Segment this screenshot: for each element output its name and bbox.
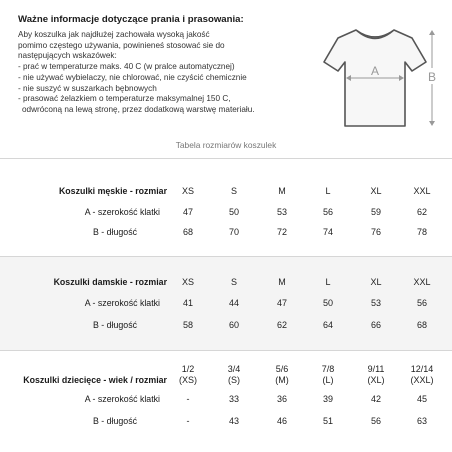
measurement-label: B - długość bbox=[92, 320, 137, 330]
measurement-value: 45 bbox=[416, 394, 427, 404]
measurement-value: 72 bbox=[276, 227, 287, 237]
measurement-value: 58 bbox=[182, 320, 193, 330]
measurement-value: 74 bbox=[322, 227, 333, 237]
care-line: - prasować żelazkiem o temperaturze maksymalnej 150 C, bbox=[18, 94, 231, 104]
size-header: 3/4 (S) bbox=[227, 364, 241, 385]
womens-table-header: Koszulki damskie - rozmiar bbox=[53, 277, 167, 287]
care-line: - nie używać wybielaczy, nie chlorować, nie czyścić chemicznie bbox=[18, 72, 247, 82]
care-text bbox=[18, 30, 318, 116]
size-header: L bbox=[325, 186, 331, 196]
size-header: XS bbox=[181, 277, 194, 287]
measurement-value: - bbox=[186, 394, 190, 404]
size-header: XL bbox=[370, 277, 382, 287]
size-header: L bbox=[325, 277, 331, 287]
measurement-value: 36 bbox=[276, 394, 287, 404]
size-header: M bbox=[278, 277, 286, 287]
measurement-value: 64 bbox=[322, 320, 333, 330]
measurement-value: 56 bbox=[370, 416, 381, 426]
measurement-value: 42 bbox=[370, 394, 381, 404]
measurement-value: 56 bbox=[322, 207, 333, 217]
measurement-value: 43 bbox=[228, 416, 239, 426]
measurement-value: 47 bbox=[182, 207, 193, 217]
measurement-value: 56 bbox=[416, 298, 427, 308]
size-header: M bbox=[278, 186, 286, 196]
kids-table-header: Koszulki dziecięce - wiek / rozmiar bbox=[23, 375, 167, 385]
measurement-value: 51 bbox=[322, 416, 333, 426]
measurement-value: 46 bbox=[276, 416, 287, 426]
measurement-value: 60 bbox=[228, 320, 239, 330]
measurement-value: 50 bbox=[322, 298, 333, 308]
length-arrow-bottom-icon bbox=[429, 121, 435, 126]
measurement-value: 33 bbox=[228, 394, 239, 404]
measurement-value: 47 bbox=[276, 298, 287, 308]
measurement-value: - bbox=[186, 416, 190, 426]
measurement-label: A - szerokość klatki bbox=[84, 207, 160, 217]
measurement-value: 76 bbox=[370, 227, 381, 237]
care-line: pomimo częstego używania, powinieneś stosować sie do bbox=[18, 40, 225, 50]
measurement-label: B - długość bbox=[92, 227, 137, 237]
measurement-value: 70 bbox=[228, 227, 239, 237]
measurement-value: 53 bbox=[370, 298, 381, 308]
size-header: S bbox=[230, 186, 237, 196]
measurement-value: 62 bbox=[276, 320, 287, 330]
care-instructions bbox=[18, 14, 318, 116]
size-header: 5/6 (M) bbox=[275, 364, 289, 385]
size-header: XXL bbox=[413, 186, 431, 196]
size-header: XL bbox=[370, 186, 382, 196]
measurement-value: 41 bbox=[182, 298, 193, 308]
size-header: 1/2 (XS) bbox=[179, 364, 197, 385]
measurement-label: A - szerokość klatki bbox=[84, 298, 160, 308]
care-line: Aby koszulka jak najdłużej zachowała wysoką jakość bbox=[18, 30, 210, 39]
width-label: A bbox=[370, 64, 380, 78]
size-header: 9/11 (XL) bbox=[367, 364, 385, 385]
measurement-value: 39 bbox=[322, 394, 333, 404]
measurement-value: 68 bbox=[416, 320, 427, 330]
size-header: 7/8 (L) bbox=[321, 364, 335, 385]
measurement-value: 66 bbox=[370, 320, 381, 330]
divider bbox=[0, 350, 452, 351]
measurement-value: 62 bbox=[416, 207, 427, 217]
measurement-value: 59 bbox=[370, 207, 381, 217]
size-header: 12/14 (XXL) bbox=[410, 364, 434, 385]
measurement-label: A - szerokość klatki bbox=[84, 394, 160, 404]
care-line: odwróconą na lewą stronę, przez dodatkową warstwę materiału. bbox=[22, 104, 255, 114]
divider bbox=[0, 158, 452, 159]
tshirt-diagram bbox=[318, 22, 442, 140]
mens-table-header: Koszulki męskie - rozmiar bbox=[58, 186, 167, 196]
size-header: XXL bbox=[413, 277, 431, 287]
measurement-value: 78 bbox=[416, 227, 427, 237]
measurement-value: 63 bbox=[416, 416, 427, 426]
measurement-label: B - długość bbox=[92, 416, 137, 426]
care-line: - prać w temperaturze maks. 40 C (w pralce automatycznej) bbox=[18, 62, 235, 72]
care-line: - nie suszyć w suszarkach bębnowych bbox=[18, 83, 157, 93]
measurement-value: 50 bbox=[228, 207, 239, 217]
size-header: XS bbox=[181, 186, 194, 196]
care-line: następujących wskazówek: bbox=[18, 51, 117, 61]
measurement-value: 53 bbox=[276, 207, 287, 217]
length-arrow-top-icon bbox=[429, 30, 435, 35]
care-title: Ważne informacje dotyczące prania i prasowania: bbox=[18, 14, 244, 25]
size-header: S bbox=[230, 277, 237, 287]
table-caption: Tabela rozmiarów koszulek bbox=[175, 140, 277, 150]
measurement-value: 68 bbox=[182, 227, 193, 237]
measurement-value: 44 bbox=[228, 298, 239, 308]
divider bbox=[0, 256, 452, 257]
length-label: B bbox=[427, 70, 437, 84]
